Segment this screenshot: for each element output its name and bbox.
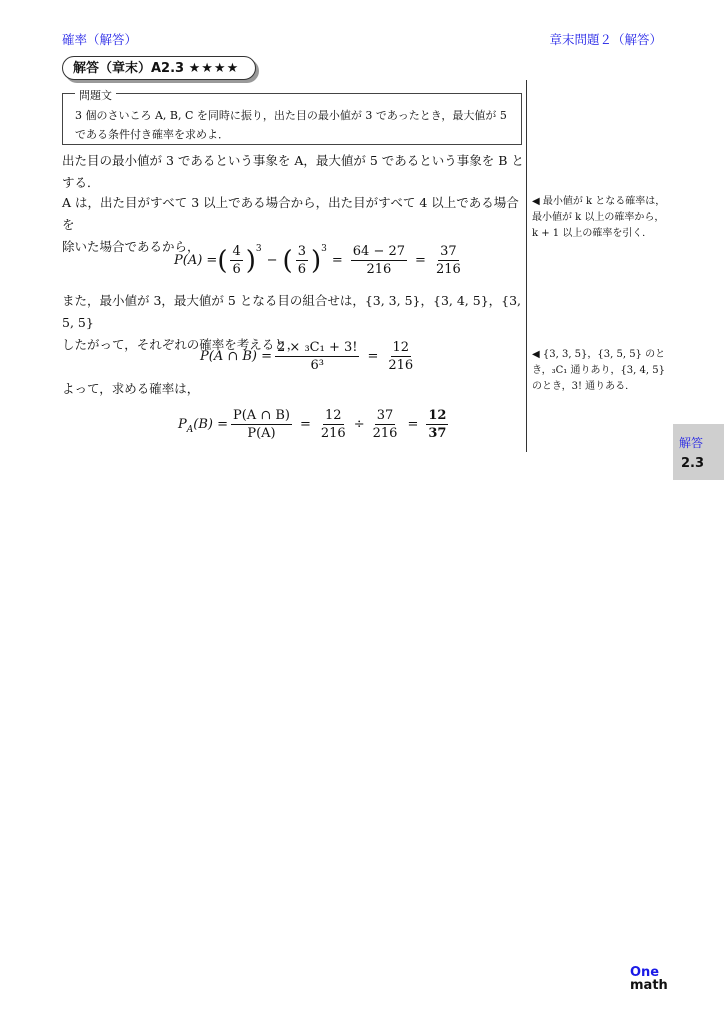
header-left: 確率（解答） [62, 32, 138, 47]
section-tab-label: 解答 [679, 436, 704, 450]
question-line-2: である条件付き確率を求めよ． [75, 128, 229, 141]
difficulty-stars: ★★★★ [188, 61, 240, 76]
section-tab [673, 424, 724, 480]
eq2-frac2: $\frac{12}{216}$ [388, 340, 414, 373]
section-tab-number: 2.3 [681, 456, 705, 471]
eq3-frac2: $\frac{12}{216}$ [320, 408, 346, 441]
eq1-frac1: $\frac{4}{6}$ [232, 244, 241, 277]
paragraph-combos-line1: また，最小値が 3，最大値が 5 となる目の組合せは，{3, 3, 5}，{3, 4, 5}，{3, 5, 5} [62, 293, 522, 330]
eq1-frac2: $\frac{3}{6}$ [297, 244, 306, 277]
eq1-frac4: $\frac{37}{216}$ [435, 244, 461, 277]
left-paren: ( [217, 245, 228, 276]
paragraph-result: よって，求める確率は， [62, 381, 200, 396]
question-title: 問題文 [75, 86, 116, 105]
right-paren: ) [310, 245, 322, 276]
paragraph-events-line2: する． [62, 175, 100, 190]
equation-pab-conditional: P $_A$ (B) = $\frac{P(A \cap B)}{P(A)}$ = $\frac{12}{216}$ ÷ $\frac{37}{216}$ = $\frac{12}{37}$ [178, 408, 447, 441]
final-answer: $\frac{12}{37}$ [428, 408, 447, 441]
margin-rule [526, 80, 527, 452]
paragraph-events [62, 150, 524, 194]
eq1-frac3: $\frac{64 - 27}{216}$ [352, 244, 406, 277]
left-paren: ( [282, 245, 293, 276]
badge-label: 解答（章末）A2.3 [73, 61, 185, 76]
eq3-frac1: $\frac{P(A \cap B)}{P(A)}$ [232, 408, 290, 441]
paragraph-a-line2: 除いた場合であるから， [62, 239, 200, 254]
onemath-logo: One math [630, 965, 668, 993]
equation-pa: P(A) = ( $\frac{4}{6}$ ) $^3$ − ( $\frac{3}{6}$ ) $^3$ = $\frac{64 - 27}{216}$ = $\frac{37}{216}$ [174, 244, 461, 277]
side-note-2: ◀ {3, 3, 5}，{3, 5, 5} のと き，₃C₁ 通りあり，{3, 4, 5} のとき，3! 通りある． [532, 349, 666, 392]
answer-badge [62, 56, 256, 80]
question-line-1: 3 個のさいころ A, B, C を同時に振り，出た目の最小値が 3 であったとき，最大値が 5 [75, 109, 507, 122]
side-note-1: ◀ 最小値が k となる確率は， 最小値が k 以上の確率から， k + 1 以上の確率を引く． [532, 196, 666, 239]
question-box [62, 89, 522, 145]
paragraph-a-line1: A は，出た目がすべて 3 以上である場合から，出た目がすべて 4 以上である場合を [62, 195, 519, 232]
eq3-frac3: $\frac{37}{216}$ [372, 408, 398, 441]
paragraph-events-line1: 出た目の最小値が 3 であるという事象を A，最大値が 5 であるという事象を B と [62, 153, 524, 168]
eq2-frac1: $\frac{\text{2 × ₃C₁ + 3!}}{\text{6³}}$ [277, 340, 358, 373]
header-right: 章末問題２（解答） [549, 32, 662, 47]
paragraph-combos-line2: したがって，それぞれの確率を考えると， [62, 337, 300, 352]
right-paren: ) [245, 245, 256, 276]
eq1-lhs: P(A) = [174, 253, 218, 268]
equation-pab: P(A ∩ B) = $\frac{\text{2 × ₃C₁ + 3!}}{\text{6³}}$ = $\frac{12}{216}$ [200, 340, 414, 373]
